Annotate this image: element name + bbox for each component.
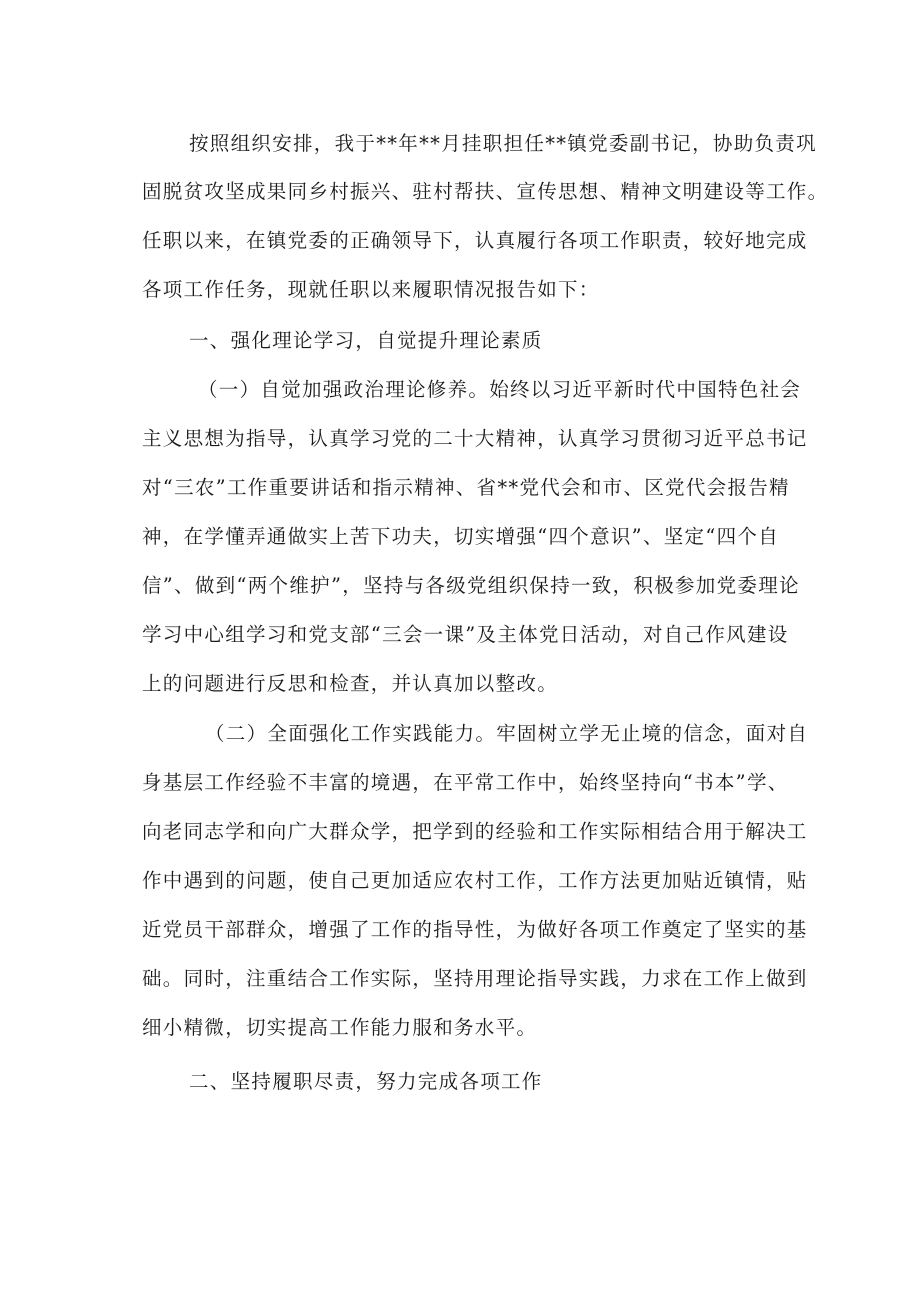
section-1-para-1-line-6: 学习中心组学习和党支部“三会一课”及主体党日活动，对自己作风建设 bbox=[142, 623, 789, 646]
section-1-para-1-line-4: 神，在学懂弄通做实上苦下功夫，切实增强“四个意识”、坚定“四个自 bbox=[142, 525, 780, 548]
intro-line-4: 各项工作任务，现就任职以来履职情况报告如下： bbox=[142, 278, 600, 301]
intro-line-2: 固脱贫攻坚成果同乡村振兴、驻村帮扶、宣传思想、精神文明建设等工作。 bbox=[142, 180, 829, 203]
section-1-para-1-line-1: （一）自觉加强政治理论修养。始终以习近平新时代中国特色社会 bbox=[198, 378, 802, 401]
section-1-para-1-line-2: 主义思想为指导，认真学习党的二十大精神，认真学习贯彻习近平总书记 bbox=[142, 427, 808, 450]
section-1-para-1-line-3: 对“三农”工作重要讲话和指示精神、省**党代会和市、区党代会报告精 bbox=[142, 476, 790, 499]
intro-line-1: 按照组织安排，我于**年**月挂职担任**镇党委副书记，协助负责巩 bbox=[189, 132, 817, 155]
section-1-heading: 一、强化理论学习，自觉提升理论素质 bbox=[189, 329, 543, 352]
section-1-para-2-line-2: 身基层工作经验不丰富的境遇，在平常工作中，始终坚持向“书本”学、 bbox=[142, 771, 789, 794]
section-1-para-1-line-7: 上的问题进行反思和检查，并认真加以整改。 bbox=[142, 672, 559, 695]
section-1-para-2-line-5: 近党员干部群众，增强了工作的指导性，为做好各项工作奠定了坚实的基 bbox=[142, 918, 808, 941]
section-1-para-2-line-4: 作中遇到的问题，使自己更加适应农村工作，工作方法更加贴近镇情，贴 bbox=[142, 869, 808, 892]
section-1-para-2-line-7: 细小精微，切实提高工作能力服和务水平。 bbox=[142, 1016, 538, 1039]
section-1-para-2-line-1: （二）全面强化工作实践能力。牢固树立学无止境的信念，面对自 bbox=[205, 722, 809, 745]
section-2-heading: 二、坚持履职尽责，努力完成各项工作 bbox=[189, 1070, 543, 1093]
section-1-para-1-line-5: 信”、做到“两个维护”，坚持与各级党组织保持一致，积极参加党委理论 bbox=[142, 574, 800, 597]
section-1-para-2-line-6: 础。同时，注重结合工作实际，坚持用理论指导实践，力求在工作上做到 bbox=[142, 967, 808, 990]
intro-line-3: 任职以来，在镇党委的正确领导下，认真履行各项工作职责，较好地完成 bbox=[142, 229, 808, 252]
section-1-para-2-line-3: 向老同志学和向广大群众学，把学到的经验和工作实际相结合用于解决工 bbox=[142, 820, 808, 843]
